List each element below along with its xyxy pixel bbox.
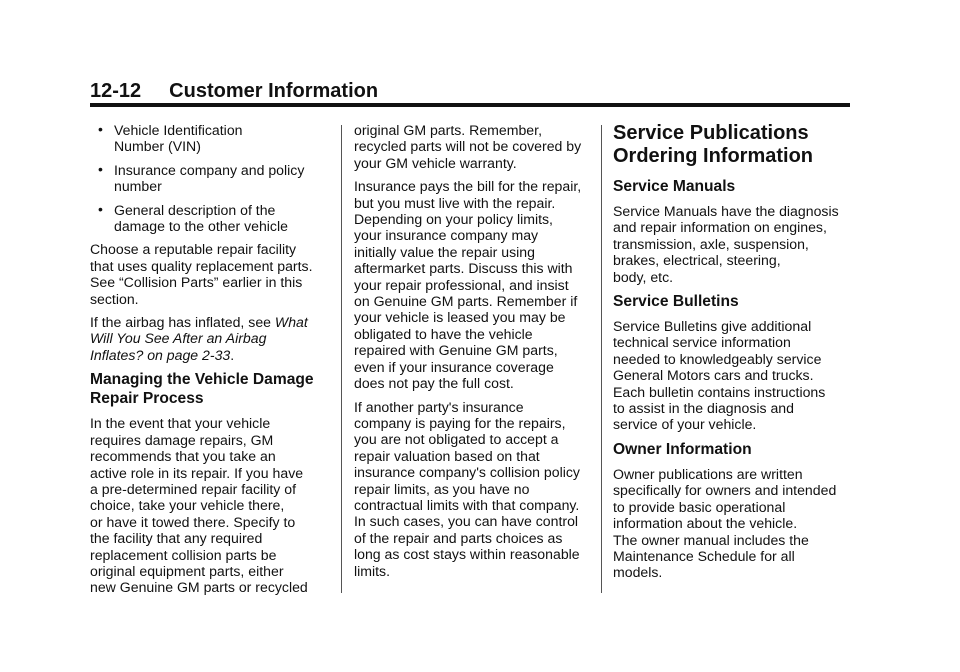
bullet-text: General description of the: [114, 201, 276, 218]
heading-service-manuals: Service Manuals: [613, 178, 736, 195]
paragraph-repair-facility: Choose a reputable repair facility that uses quality replacement parts. See “Collision Parts” earlier in this section.: [90, 241, 313, 307]
column-3: [613, 122, 853, 588]
heading-managing-damage: Managing the Vehicle Damage Repair Process: [90, 371, 314, 408]
heading-service-bulletins: Service Bulletins: [613, 293, 739, 311]
bullet-text: Vehicle Identification: [114, 122, 243, 138]
header-rule: [90, 103, 850, 107]
column-divider-2: [601, 125, 602, 593]
cross-reference-link[interactable]: What Will You See After an Airbag Inflates? on page 2-33: [90, 314, 308, 363]
section-title: Customer Information: [169, 80, 379, 102]
bullet-text: Insurance company and policy: [114, 161, 305, 178]
bullet-item-vin: [90, 122, 330, 155]
heading-service-publications: Service Publications Ordering Information: [613, 122, 813, 167]
bullet-icon: •: [98, 121, 103, 137]
heading-owner-information: Owner Information: [613, 440, 752, 458]
paragraph-damage-repairs: In the event that your vehicle requires damage repairs, GM recommends that you take an active role in its repair. If you have a pre-determined repair facility of choice, take your vehicle there, or have it towed there. Specify to the facility that any required replacement collision parts be original equipment parts, either new Genuine GM parts or recycled: [90, 415, 308, 596]
paragraph-airbag: If the airbag has inflated, see What Will You See After an Airbag Inflates? on page 2-33.: [90, 314, 308, 363]
paragraph-insurance-pays: Insurance pays the bill for the repair, but you must live with the repair. Depending on your policy limits, your insurance company may initially value the repair using aftermarket parts. Discuss this with your repair professional, and insist on Genuine GM parts. Remember if your vehicle is leased you may be obligated to have the vehicle repaired with Genuine GM parts, even if your insurance coverage does not pay the full cost.: [354, 178, 582, 392]
bullet-text: number: [114, 178, 162, 195]
page-number: 12-12: [90, 80, 142, 102]
page-header: [90, 80, 378, 103]
paragraph-owner-information: Owner publications are written specifically for owners and intended to provide basic operational information about the vehicle. The owner manual includes the Maintenance Schedule for all models.: [613, 465, 837, 581]
column-2: [354, 122, 590, 586]
bullet-icon: •: [98, 160, 103, 177]
paragraph-service-bulletins: Service Bulletins give additional technical service information needed to knowledgeably service General Motors cars and trucks. Each bulletin contains instructions to assist in the diagnosis and service of your vehicle.: [613, 318, 826, 433]
paragraph-service-manuals: Service Manuals have the diagnosis and repair information on engines, transmission, axle, suspension, brakes, electrical, steering, body, etc.: [613, 203, 839, 285]
bullet-text: Number (VIN): [114, 138, 201, 155]
bullet-icon: •: [98, 200, 103, 217]
column-divider-1: [341, 125, 342, 593]
bullet-item-insurance: [90, 162, 330, 195]
column-1: [90, 122, 330, 603]
paragraph-another-party: If another party's insurance company is paying for the repairs, you are not obligated to accept a repair valuation based on that insurance company's collision policy repair limits, as you have no contractual limits with that company. In such cases, you can have control of the repair and parts choices as long as cost stays within reasonable limits.: [354, 398, 580, 579]
paragraph-recycled-parts: original GM parts. Remember, recycled parts will not be covered by your GM vehicle warranty.: [354, 122, 582, 171]
bullet-text: damage to the other vehicle: [114, 218, 288, 235]
bullet-item-damage: [90, 202, 330, 235]
